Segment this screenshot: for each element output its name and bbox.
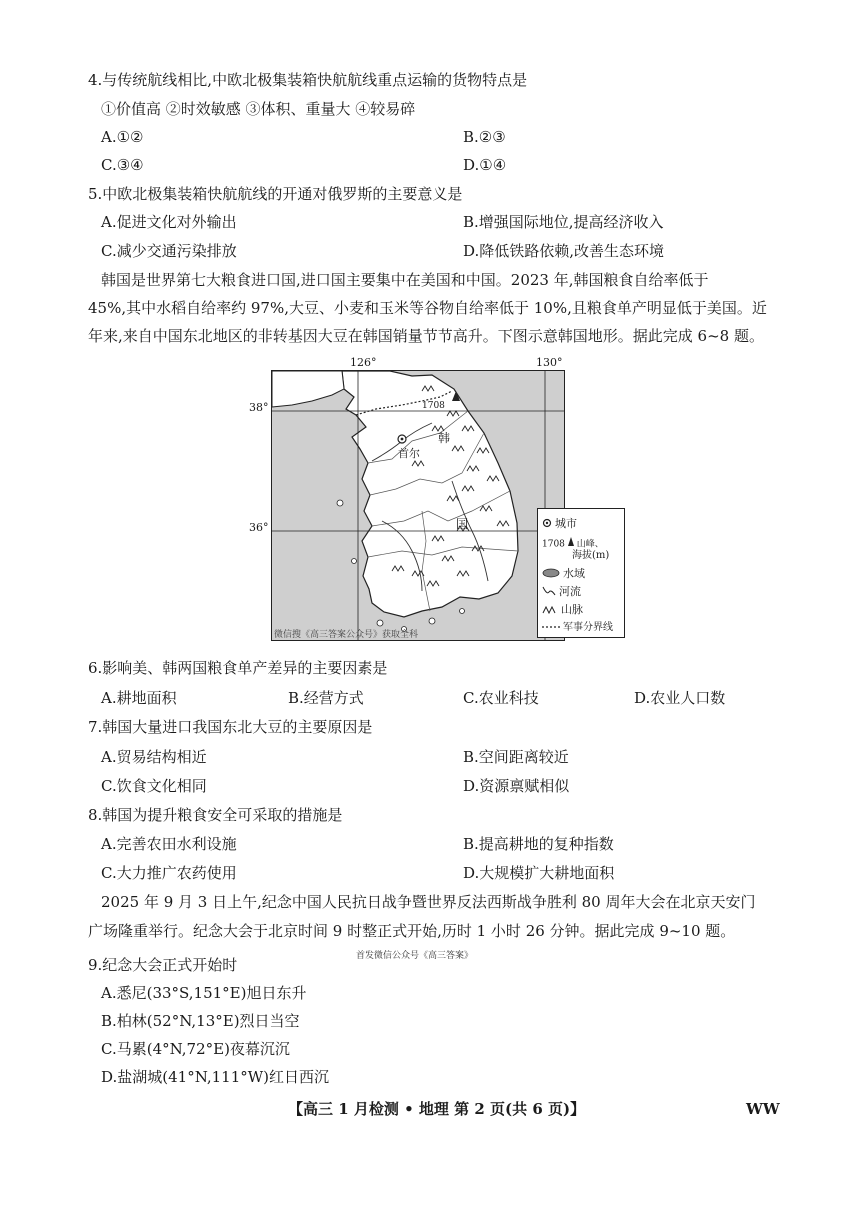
q5-option-a: A.促进文化对外输出 [101, 213, 237, 231]
legend-peak: 1708 山峰、 [542, 537, 604, 552]
page-footer: 【高三 1 月检测 • 地理 第 2 页(共 6 页)】 [288, 1100, 586, 1118]
legend-city: 城市 [542, 517, 577, 531]
q9-option-a: A.悉尼(33°S,151°E)旭日东升 [101, 984, 307, 1002]
latitude-38-label: 38° [249, 401, 269, 414]
map-legend [537, 508, 625, 638]
footer-code: WW [746, 1100, 780, 1118]
q5-stem: 5.中欧北极集装箱快航航线的开通对俄罗斯的主要意义是 [88, 185, 463, 203]
q8-option-b: B.提高耕地的复种指数 [463, 835, 614, 853]
map-label-korea-2: 国 [456, 517, 469, 531]
q4-option-c: C.③④ [101, 156, 144, 174]
passage2-line1: 2025 年 9 月 3 日上午,纪念中国人民抗日战争暨世界反法西斯战争胜利 80 周年大会在北京天安门 [101, 893, 756, 911]
q7-option-d: D.资源禀赋相似 [463, 777, 570, 795]
q7-option-b: B.空间距离较近 [463, 748, 569, 766]
legend-river: 河流 [542, 585, 581, 599]
boundary-symbol-icon [542, 621, 560, 634]
q8-option-d: D.大规模扩大耕地面积 [463, 864, 615, 882]
longitude-126-label: 126° [350, 356, 377, 369]
legend-boundary: 军事分界线 [542, 621, 613, 634]
map-label-seoul: 首尔 [398, 447, 420, 460]
map-drawing [272, 371, 565, 641]
q4-option-a: A.①② [101, 128, 144, 146]
q4-items: ①价值高 ②时效敏感 ③体积、重量大 ④较易碎 [101, 100, 416, 118]
legend-mountain: 山脉 [542, 603, 583, 617]
q8-option-c: C.大力推广农药使用 [101, 864, 237, 882]
passage1-line2: 45%,其中水稻自给率约 97%,大豆、小麦和玉米等谷物自给率低于 10%,且粮食单产明显低于美国。近 [88, 299, 767, 317]
passage2-line2: 广场隆重举行。纪念大会于北京时间 9 时整正式开始,历时 1 小时 26 分钟。据此完成 9~10 题。 [88, 922, 736, 940]
q7-stem: 7.韩国大量进口我国东北大豆的主要原因是 [88, 718, 373, 736]
city-symbol-icon [542, 518, 552, 531]
q4-stem: 4.与传统航线相比,中欧北极集装箱快航航线重点运输的货物特点是 [88, 71, 528, 89]
q9-option-c: C.马累(4°N,72°E)夜幕沉沉 [101, 1040, 290, 1058]
q6-option-a: A.耕地面积 [101, 689, 177, 707]
passage1-line1: 韩国是世界第七大粮食进口国,进口国主要集中在美国和中国。2023 年,韩国粮食自给率低于 [101, 271, 709, 289]
map-peak-elevation: 1708 [422, 401, 445, 411]
korea-terrain-map [271, 370, 565, 641]
river-symbol-icon [542, 586, 556, 599]
q5-option-b: B.增强国际地位,提高经济收入 [463, 213, 664, 231]
q9-stem: 9.纪念大会正式开始时 [88, 956, 238, 974]
longitude-130-label: 130° [536, 356, 563, 369]
q4-option-b: B.②③ [463, 128, 506, 146]
map-label-korea-1: 韩 [438, 431, 451, 445]
latitude-36-label: 36° [249, 521, 269, 534]
q9-option-d: D.盐湖城(41°N,111°W)红日西沉 [101, 1068, 330, 1086]
q6-option-d: D.农业人口数 [634, 689, 726, 707]
q5-option-c: C.减少交通污染排放 [101, 242, 237, 260]
water-symbol-icon [542, 568, 560, 581]
passage1-line3: 年来,来自中国东北地区的非转基因大豆在韩国销量节节高升。下图示意韩国地形。据此完成 6~8 题。 [88, 327, 764, 345]
q6-option-b: B.经营方式 [288, 689, 364, 707]
q8-option-a: A.完善农田水利设施 [101, 835, 237, 853]
small-note: 首发微信公众号《高三答案》 [356, 951, 474, 961]
q4-option-d: D.①④ [463, 156, 507, 174]
q7-option-c: C.饮食文化相同 [101, 777, 207, 795]
q6-option-c: C.农业科技 [463, 689, 539, 707]
q8-stem: 8.韩国为提升粮食安全可采取的措施是 [88, 806, 343, 824]
q9-option-b: B.柏林(52°N,13°E)烈日当空 [101, 1012, 300, 1030]
map-watermark: 微信搜《高三答案公众号》获取全科 [274, 630, 419, 640]
q5-option-d: D.降低铁路依赖,改善生态环境 [463, 242, 665, 260]
legend-water: 水域 [542, 567, 585, 581]
mountain-symbol-icon [542, 604, 558, 617]
legend-peak-elevation-unit: 海拔(m) [572, 550, 610, 561]
q6-stem: 6.影响美、韩两国粮食单产差异的主要因素是 [88, 659, 388, 677]
q7-option-a: A.贸易结构相近 [101, 748, 207, 766]
